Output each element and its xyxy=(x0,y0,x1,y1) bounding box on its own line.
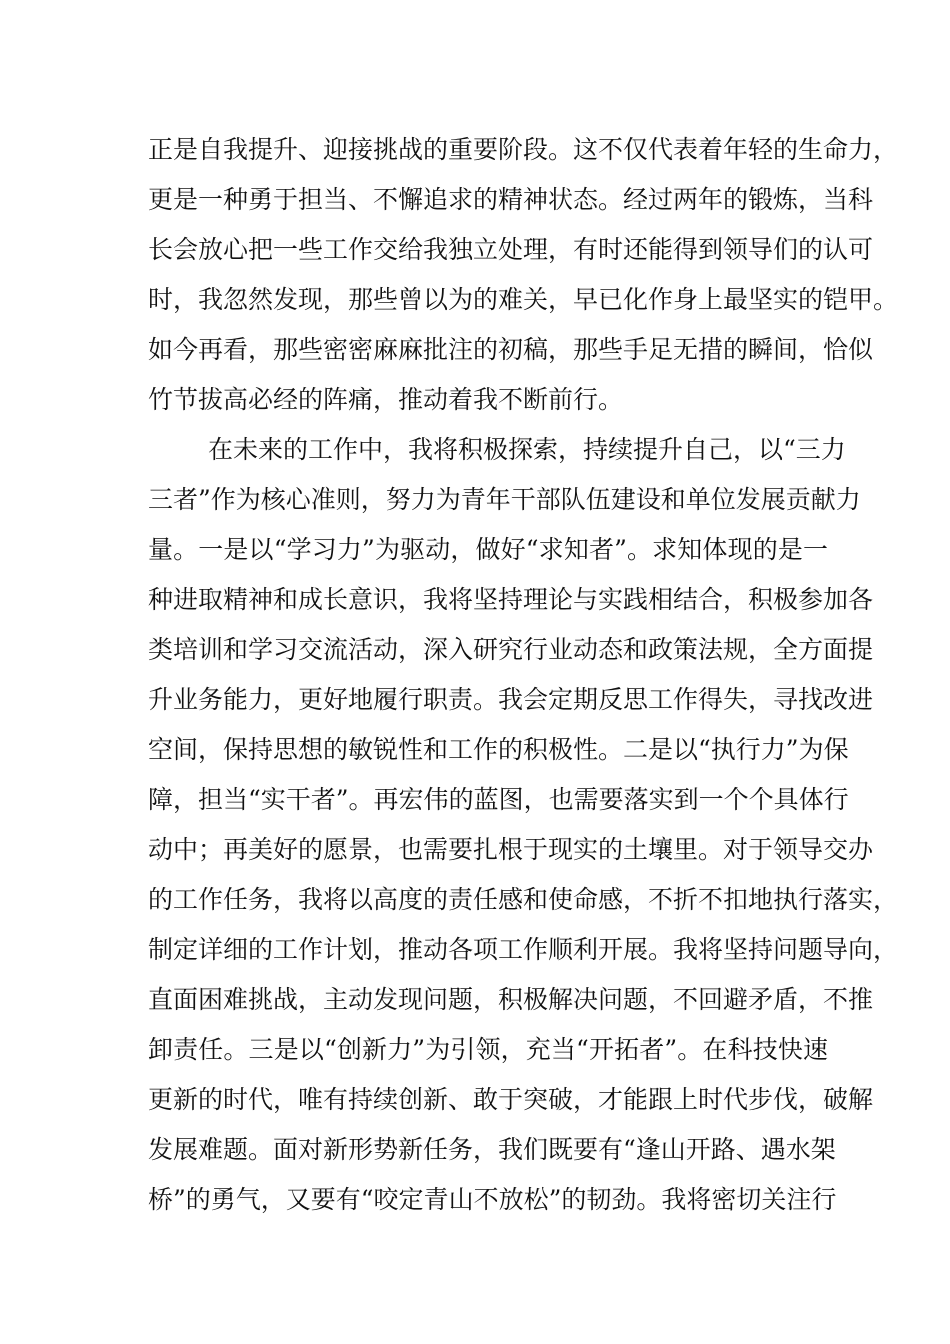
text-line: 时，我忽然发现，那些曾以为的难关，早已化作身上最坚实的铠甲。 xyxy=(148,285,899,314)
text-line: 直面困难挑战，主动发现问题，积极解决问题，不回避矛盾，不推 xyxy=(148,985,874,1014)
text-line: 动中；再美好的愿景，也需要扎根于现实的土壤里。对于领导交办 xyxy=(148,835,874,864)
text-line: 更是一种勇于担当、不懈追求的精神状态。经过两年的锻炼，当科 xyxy=(148,185,874,214)
text-line: 空间，保持思想的敏锐性和工作的积极性。二是以“执行力”为保 xyxy=(148,735,849,764)
text-line: 类培训和学习交流活动，深入研究行业动态和政策法规，全方面提 xyxy=(148,635,874,664)
text-line: 正是自我提升、迎接挑战的重要阶段。这不仅代表着年轻的生命力， xyxy=(148,135,899,164)
text-line: 障，担当“实干者”。再宏伟的蓝图，也需要落实到一个个具体行 xyxy=(148,785,849,814)
text-line: 发展难题。面对新形势新任务，我们既要有“逢山开路、遇水架 xyxy=(148,1135,836,1164)
text-line: 长会放心把一些工作交给我独立处理，有时还能得到领导们的认可 xyxy=(148,235,874,264)
text-line: 卸责任。三是以“创新力”为引领，充当“开拓者”。在科技快速 xyxy=(148,1035,828,1064)
paragraph-first-line: 在未来的工作中，我将积极探索，持续提升自己，以“三力 xyxy=(208,435,846,464)
text-line: 桥”的勇气，又要有“咬定青山不放松”的韧劲。我将密切关注行 xyxy=(148,1185,837,1214)
text-line: 竹节拔高必经的阵痛，推动着我不断前行。 xyxy=(148,385,624,414)
text-line: 量。一是以“学习力”为驱动，做好“求知者”。求知体现的是一 xyxy=(148,535,828,564)
text-line: 三者”作为核心准则，努力为青年干部队伍建设和单位发展贡献力 xyxy=(148,485,861,514)
text-line: 如今再看，那些密密麻麻批注的初稿，那些手足无措的瞬间，恰似 xyxy=(148,335,874,364)
text-line: 的工作任务，我将以高度的责任感和使命感，不折不扣地执行落实， xyxy=(148,885,899,914)
text-line: 更新的时代，唯有持续创新、敢于突破，才能跟上时代步伐，破解 xyxy=(148,1085,874,1114)
text-line: 升业务能力，更好地履行职责。我会定期反思工作得失，寻找改进 xyxy=(148,685,874,714)
text-line: 种进取精神和成长意识，我将坚持理论与实践相结合，积极参加各 xyxy=(148,585,874,614)
text-line: 制定详细的工作计划，推动各项工作顺利开展。我将坚持问题导向， xyxy=(148,935,899,964)
